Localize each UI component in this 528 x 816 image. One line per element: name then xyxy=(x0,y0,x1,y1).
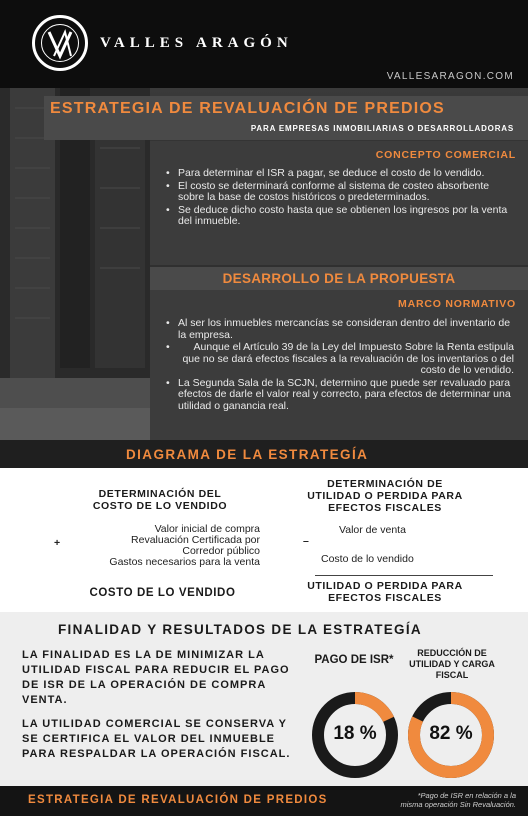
brand-name: VALLES ARAGÓN xyxy=(100,35,293,51)
right-result: UTILIDAD O PERDIDA PARA EFECTOS FISCALES xyxy=(307,580,463,604)
left-item: Revaluación Certificada por xyxy=(131,534,260,546)
footer-title: ESTRATEGIA DE REVALUACIÓN DE PREDIOS xyxy=(28,794,328,806)
concepto-label: CONCEPTO COMERCIAL xyxy=(375,149,516,161)
list-item: • Se deduce dicho costo hasta que se obtienen los ingresos por la venta del inmueble. xyxy=(164,205,514,228)
footnote xyxy=(401,791,516,809)
marco-list xyxy=(164,318,514,413)
buildings-image xyxy=(0,88,150,440)
marco-label: MARCO NORMATIVO xyxy=(398,298,516,310)
list-item: • Para determinar el ISR a pagar, se deduce el costo de lo vendido. xyxy=(164,168,514,180)
sum-line xyxy=(315,575,493,576)
valles-aragon-logo-icon xyxy=(32,15,88,71)
main-title: ESTRATEGIA DE REVALUACIÓN DE PREDIOS xyxy=(50,100,445,117)
finalidad-p1: LA FINALIDAD ES LA DE MINIMIZAR LA UTILIDAD FISCAL PARA REDUCIR EL PAGO DE ISR DE LA OPERACIÓN DE COMPRA VENTA. xyxy=(22,649,290,706)
right-item: Valor de venta xyxy=(339,524,406,536)
left-item: Gastos necesarios para la venta xyxy=(109,556,260,568)
finalidad-p2: LA UTILIDAD COMERCIAL SE CONSERVA Y SE CERTIFICA EL VALOR DEL INMUEBLE PARA RESPALDAR LA OPERACIÓN FISCAL. xyxy=(22,718,291,760)
desarrollo-title: DESARROLLO DE LA PROPUESTA xyxy=(222,271,456,286)
logo-monogram-icon xyxy=(35,18,85,68)
left-result: COSTO DE LO VENDIDO xyxy=(89,587,236,599)
website-url[interactable]: VALLESARAGON.COM xyxy=(386,71,514,82)
main-subtitle: PARA EMPRESAS INMOBILIARIAS O DESARROLLADORAS xyxy=(250,124,514,133)
concepto-list xyxy=(164,168,514,229)
list-item xyxy=(164,342,514,377)
left-head: DETERMINACIÓN DEL COSTO DE LO VENDIDO xyxy=(92,488,228,512)
right-head: DETERMINACIÓN DE UTILIDAD O PERDIDA PARA EFECTOS FISCALES xyxy=(307,478,463,514)
footnote-line: misma operación Sin Revaluación. xyxy=(400,800,516,809)
left-items xyxy=(109,524,260,568)
diagrama-title: DIAGRAMA DE LA ESTRATEGÍA xyxy=(126,447,369,462)
list-item: • La Segunda Sala de la SCJN, determino que puede ser revaluado para efectos de darle el valor real y correcto, para efectos de determinar una utilidad o ganancia real. xyxy=(164,378,514,413)
left-item: Corredor público xyxy=(182,545,260,557)
list-item: • Al ser los inmuebles mercancías se consideran dentro del inventario de la empresa. xyxy=(164,318,514,341)
right-item: Costo de lo vendido xyxy=(321,553,414,565)
list-item-text: Aunque el Artículo 39 de la Ley del Impuesto Sobre la Renta estipula que no se dará efectos fiscales a la revaluación de los inventarios o del costo de lo vendido. xyxy=(182,341,514,376)
kpi1-label: PAGO DE ISR* xyxy=(314,654,394,666)
kpi1-value: 18 % xyxy=(333,723,377,744)
left-item: Valor inicial de compra xyxy=(154,523,260,535)
kpi2-value: 82 % xyxy=(429,723,473,744)
minus-sign: – xyxy=(303,535,309,547)
footnote-line: *Pago de ISR en relación a la xyxy=(417,791,516,800)
list-item: • El costo se determinará conforme al sistema de costeo absorbente sobre la base de costos históricos o predeterminados. xyxy=(164,181,514,204)
finalidad-title: FINALIDAD Y RESULTADOS DE LA ESTRATEGÍA xyxy=(58,622,422,637)
kpi2-label: REDUCCIÓN DE UTILIDAD Y CARGA FISCAL xyxy=(409,648,495,680)
plus-sign: + xyxy=(54,537,61,549)
